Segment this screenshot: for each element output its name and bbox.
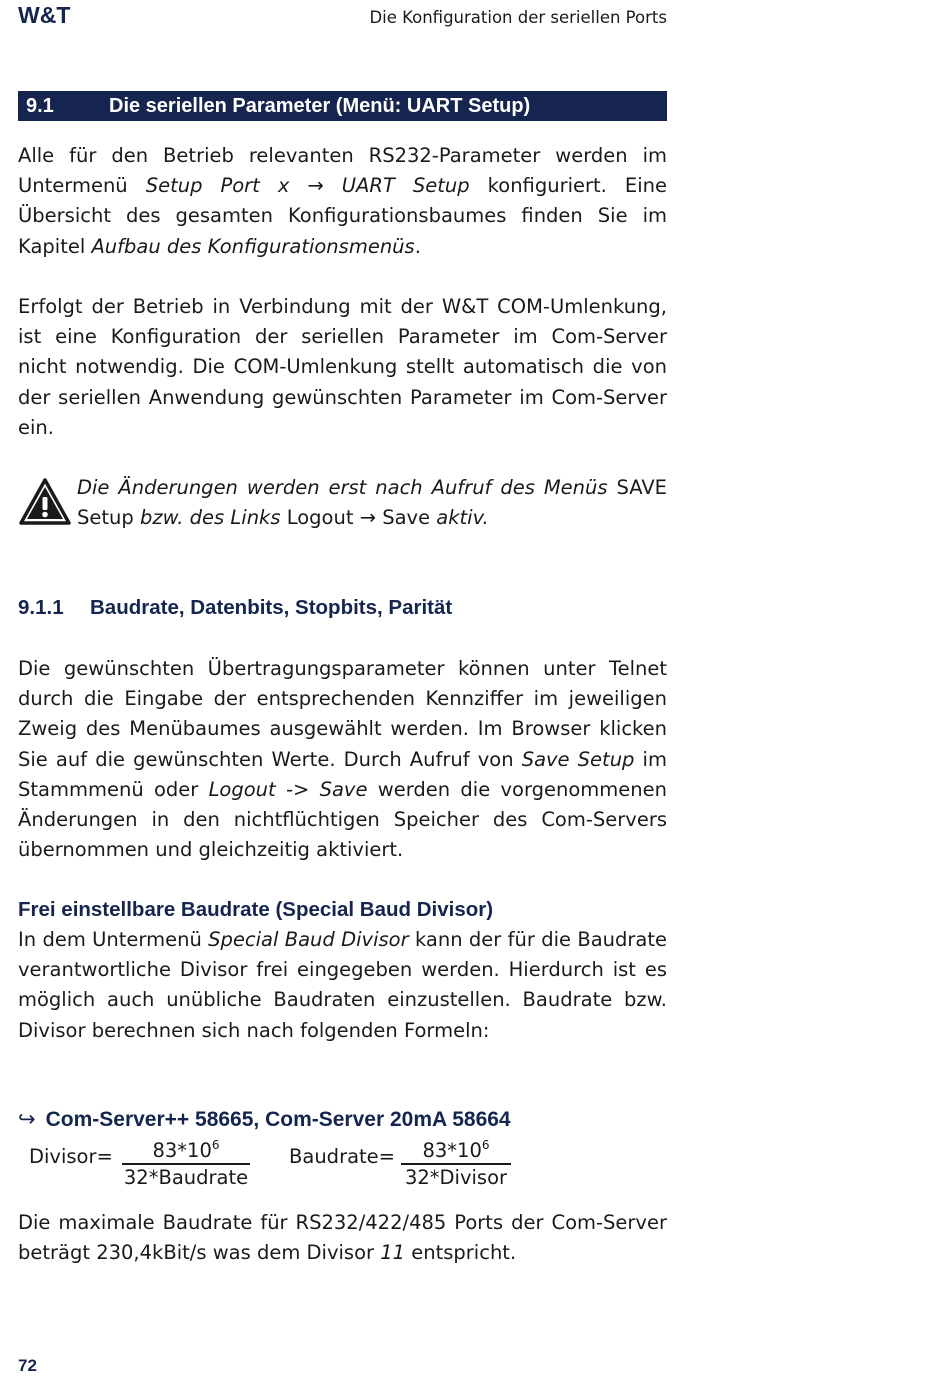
formula-heading [18, 1107, 511, 1132]
text-run: Die maximale Baudrate für RS232/422/485 Ports der Com-Server beträgt 230,4kBit/s was dem Divisor [18, 1211, 667, 1265]
text-run: kann der für die Baudrate verantwortliche Divisor frei eingegeben werden. Hierdurch ist es möglich auch unübliche Baudraten einzustellen. Baudrate bzw. Divisor berechnen sich nach folgenden Formeln: [18, 928, 667, 1042]
menu-name: Save Setup [521, 747, 635, 771]
formula-label: Divisor= [29, 1145, 113, 1168]
chapter-reference: Aufbau des Konfigurationsmenüs [91, 234, 415, 258]
menu-path: Setup Port x → UART Setup [145, 174, 470, 198]
link-name: Logout → Save [286, 506, 431, 530]
section-heading [18, 91, 667, 121]
numerator: $83*10^6$ [422, 1138, 490, 1162]
baud-divisor-heading: Frei einstellbare Baudrate (Special Baud Divisor) [18, 898, 494, 921]
text-run: im Stammmenü oder [18, 747, 667, 801]
max-baudrate-paragraph [18, 1208, 667, 1268]
text-run: . [414, 234, 421, 258]
text-run: Die gewünschten Übertragungsparameter können unter Telnet durch die Eingabe der entsprechenden Kennziffer im jeweiligen Zweig des Menübaumes ausgewählt werden. Im Browser klicken Sie auf die gewünschten Werte. Durch Aufruf von [18, 657, 667, 771]
text-run: aktiv. [430, 506, 489, 530]
menu-path: Logout -> Save [208, 777, 368, 801]
text-run: entspricht. [405, 1241, 517, 1265]
text-run: In dem Untermenü [18, 928, 209, 951]
device-models: Com-Server++ 58665, Com-Server 20mA 58664 [45, 1108, 511, 1131]
com-redirect-paragraph: Erfolgt der Betrieb in Verbindung mit der W&T COM-Umlenkung, ist eine Konfiguration der seriellen Parameter im Com-Server nicht notwendig. Die COM-Umlenkung stellt automatisch die von der seriellen Anwendung gewünschten Parameter im Com-Server ein. [18, 295, 667, 439]
text-run: werden die vorgenommenen Änderungen in den nichtflüchtigen Speicher des Com-Servers übernommen und gleichzeitig aktiviert. [18, 777, 667, 862]
brand-logo: W&T [18, 2, 71, 28]
warning-note [18, 473, 667, 537]
page-number: 72 [18, 1356, 37, 1375]
section-number: 9.1 [26, 95, 54, 117]
subsection-title: Baudrate, Datenbits, Stopbits, Parität [90, 596, 453, 619]
text-run: Alle für den Betrieb relevanten RS232-Parameter werden im Untermenü [18, 144, 667, 198]
denominator: 32*Baudrate [123, 1165, 249, 1189]
denominator: 32*Divisor [404, 1165, 508, 1189]
running-header: Die Konfiguration der seriellen Ports [369, 8, 667, 27]
baud-divisor-paragraph [18, 925, 667, 1046]
parameters-paragraph [18, 654, 667, 865]
numerator: $83*10^6$ [152, 1138, 220, 1162]
formula-label: Baudrate= [289, 1145, 396, 1168]
baudrate-fraction [401, 1133, 511, 1191]
intro-paragraph [18, 141, 667, 262]
divisor-value: 11 [380, 1241, 406, 1265]
text-run: bzw. des Links [133, 506, 287, 530]
subsection-heading [18, 596, 452, 620]
hook-arrow-icon: ↪ [18, 1107, 36, 1131]
divisor-fraction [122, 1133, 250, 1191]
text-run: konfiguriert. Eine Übersicht des gesamten Konfigurationsbaumes finden Sie im Kapitel [18, 174, 667, 258]
section-title: Die seriellen Parameter (Menü: UART Setup) [109, 95, 531, 117]
menu-name: Special Baud Divisor [208, 928, 409, 951]
warning-text [77, 473, 667, 533]
subsection-number: 9.1.1 [18, 596, 64, 619]
menu-name: SAVE Setup [77, 476, 667, 530]
text-run: Die Änderungen werden erst nach Aufruf des Menüs [77, 476, 617, 499]
warning-triangle-icon [18, 477, 72, 527]
